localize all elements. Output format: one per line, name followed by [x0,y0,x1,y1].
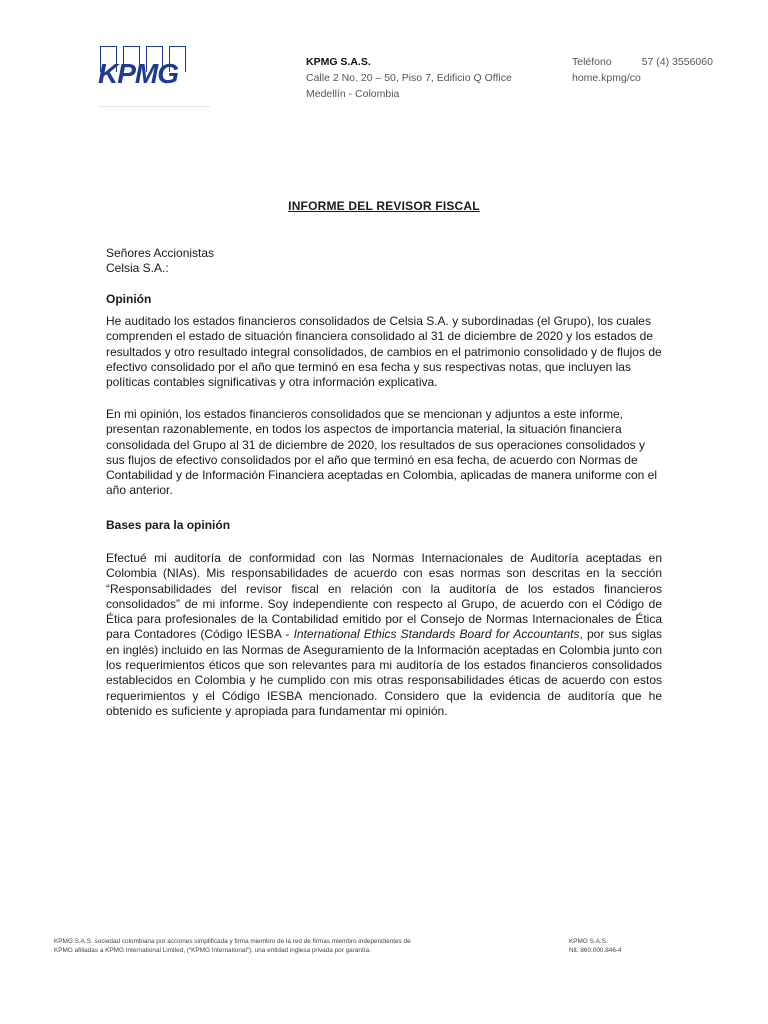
footer-nit: Nit. 860.000.846-4 [569,947,622,954]
phone-label: Teléfono [572,56,612,68]
logo-rule [98,106,210,107]
header-contact-block [572,54,713,86]
addressee-line-1: Señores Accionistas [106,246,215,260]
address-line-1: Calle 2 No. 20 – 50, Piso 7, Edificio Q Office [306,72,512,84]
address-line-2: Medellín - Colombia [306,88,400,100]
kpmg-logo [98,46,210,108]
document-title: INFORME DEL REVISOR FISCAL [288,199,480,213]
paragraph-basis-italic: International Ethics Standards Board for Accountants [293,627,580,642]
footer-company [569,937,622,955]
addressee [106,246,214,276]
logo-text: KPMG [98,58,178,89]
header-company-block [306,54,512,102]
addressee-line-2: Celsia S.A.: [106,261,169,275]
footer-legal [54,937,534,955]
paragraph-basis-part-1: Efectué mi auditoría de conformidad con las Normas Internacionales de Auditoría aceptadas en Colombia (NIAs). Mis responsabilidades de acuerdo con esas normas son descritas en la sección “Responsabilidades del revisor fiscal en relación con la auditoría de los estados financieros consolidados” de mi informe. Soy independiente con respecto al Grupo, de acuerdo con el Código de Ética para profesionales de la Contabilidad emitido por el Consejo de Normas Internacionales de Ética para Contadores (Código IESBA - [106,551,662,642]
website: home.kpmg/co [572,72,641,84]
paragraph-opinion-2: En mi opinión, los estados financieros consolidados que se mencionan y adjuntos a este informe, presentan razonablemente, en todos los aspectos de importancia material, la situación financiera consolidada del Grupo al 31 de diciembre de 2020, los resultados de sus operaciones consolidados y sus flujos de efectivo consolidados por el año que terminó en esa fecha, de acuerdo con Normas de Contabilidad y de Información Financiera aceptadas en Colombia, aplicadas de manera uniforme con el año anterior. [106,407,657,498]
section-heading-basis: Bases para la opinión [106,518,231,532]
paragraph-basis-part-2: , por sus siglas en inglés) incluido en las Normas de Aseguramiento de la Información aceptadas en Colombia junto con los requerimientos éticos que son relevantes para mi auditoría de los estados financieros consolidados establecidos en Colombia y he cumplido con mis otras responsabilidades éticas de acuerdo con estos requerimientos y el Código IESBA mencionado. Considero que la evidencia de auditoría que he obtenido es suficiente y apropiada para fundamentar mi opinión. [106,627,662,718]
phone-row [572,54,713,70]
phone-number: 57 (4) 3556060 [641,56,713,68]
footer-company-name: KPMG S.A.S. [569,938,608,945]
paragraph-basis [106,551,662,719]
section-heading-opinion: Opinión [106,292,152,306]
company-name: KPMG S.A.S. [306,56,371,68]
footer-legal-line-1: KPMG S.A.S. sociedad colombiana por acciones simplificada y firma miembro de la red de firmas miembro independientes de [54,938,411,945]
footer-legal-line-2: KPMG afiliadas a KPMG International Limited, (“KPMG International”), una entidad inglesa privada por garantía. [54,947,371,954]
paragraph-opinion-1: He auditado los estados financieros consolidados de Celsia S.A. y subordinadas (el Grupo), los cuales comprenden el estado de situación financiera consolidado al 31 de diciembre de 2020 y los estados de resultados y otro resultado integral consolidados, de cambios en el patrimonio consolidado y de flujos de efectivo consolidado por el año que terminó en esa fecha y sus respectivas notas, que incluyen las políticas contables significativas y otra información explicativa. [106,314,662,390]
